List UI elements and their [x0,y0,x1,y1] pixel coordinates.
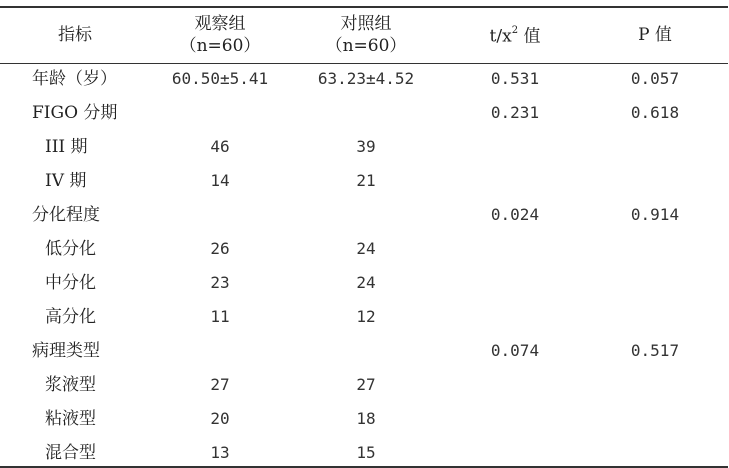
header-statistic-prefix: t/x [489,26,512,47]
statistic-cell [445,169,585,193]
p-value-cell [585,441,725,465]
p-value-cell [585,373,725,397]
p-value-cell [585,271,725,295]
observation-cell: 20 [210,409,230,428]
observation-cell [150,339,290,363]
observation-cell: 26 [210,239,230,258]
header-control-name: 对照组 [340,14,392,34]
observation-cell: 13 [210,443,230,462]
header-indicator [20,10,130,60]
statistic-cell [445,305,585,329]
row-label: 病理类型 [32,341,100,361]
statistic-cell: 0.024 [490,205,540,224]
statistic-cell: 0.074 [490,341,540,360]
statistic-cell [445,373,585,397]
control-cell: 24 [356,239,376,258]
control-cell: 24 [356,273,376,292]
row-label: 浆液型 [45,375,96,395]
row-label: 粘液型 [45,409,96,429]
control-cell [296,101,436,125]
header-observation-name: 观察组 [194,14,246,34]
header-observation-n: （n=60） [179,36,261,56]
statistic-cell [445,407,585,431]
p-value-cell: 0.057 [630,69,680,88]
header-rule [0,63,728,64]
p-value-cell: 0.618 [630,103,680,122]
observation-cell: 60.50±5.41 [171,69,269,88]
control-cell: 21 [356,171,376,190]
row-label: 中分化 [45,273,96,293]
control-cell [296,339,436,363]
header-statistic-label [490,22,541,48]
control-cell: 15 [356,443,376,462]
row-label: 混合型 [45,443,96,463]
row-label: 年龄（岁） [32,69,117,89]
control-cell [296,203,436,227]
p-value-cell [585,237,725,261]
observation-cell [150,101,290,125]
statistic-cell [445,135,585,159]
header-control-n: （n=60） [325,36,407,56]
row-label: 低分化 [45,239,96,259]
header-statistic-superscript: 2 [511,25,519,37]
row-label: FIGO 分期 [32,103,118,123]
header-p-value [585,10,725,60]
row-label: III 期 [45,137,88,157]
control-cell: 39 [356,137,376,156]
control-cell: 12 [356,307,376,326]
header-observation-group [150,10,290,60]
observation-cell: 14 [210,171,230,190]
row-label: IV 期 [45,171,87,191]
control-cell: 27 [356,375,376,394]
header-control-group [296,10,436,60]
statistic-cell [445,271,585,295]
statistic-cell [445,237,585,261]
bottom-rule [0,466,728,468]
p-value-cell [585,169,725,193]
observation-cell: 11 [210,307,230,326]
header-p-value-label: P 值 [638,25,672,45]
row-label: 分化程度 [32,205,100,225]
observation-cell: 27 [210,375,230,394]
top-rule [0,6,728,8]
control-cell: 18 [356,409,376,428]
statistic-cell: 0.531 [490,69,540,88]
control-cell: 63.23±4.52 [317,69,415,88]
header-indicator-label: 指标 [58,25,92,45]
statistic-cell [445,441,585,465]
p-value-cell: 0.914 [630,205,680,224]
statistic-cell: 0.231 [490,103,540,122]
observation-cell [150,203,290,227]
p-value-cell: 0.517 [630,341,680,360]
observation-cell: 23 [210,273,230,292]
p-value-cell [585,305,725,329]
p-value-cell [585,407,725,431]
observation-cell: 46 [210,137,230,156]
row-label: 高分化 [45,307,96,327]
header-statistic-suffix: 值 [518,26,541,47]
p-value-cell [585,135,725,159]
header-statistic [445,10,585,60]
